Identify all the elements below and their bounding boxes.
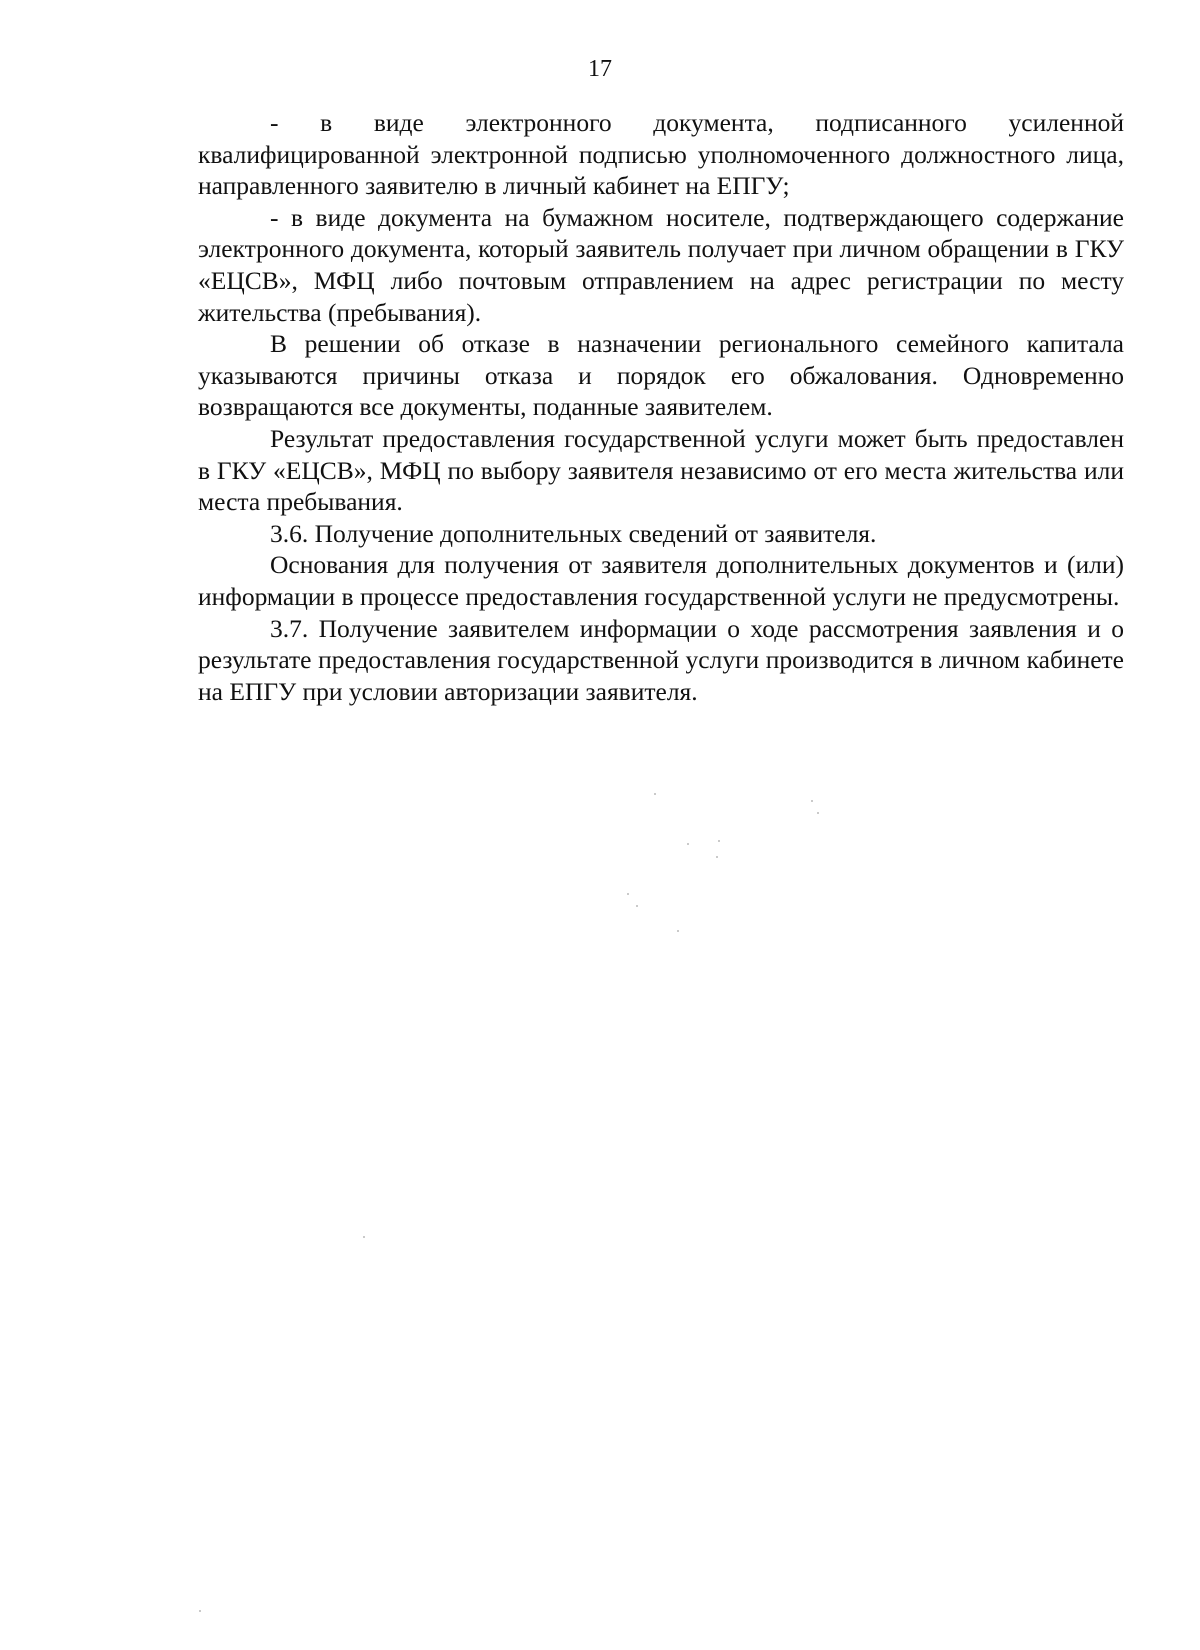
- scan-speck: [654, 793, 656, 795]
- scan-speck: [687, 843, 689, 845]
- scan-speck: [627, 893, 629, 895]
- scan-speck: [199, 1610, 201, 1612]
- document-body: [198, 107, 1124, 707]
- scan-speck: [811, 800, 813, 802]
- paragraph-section-3-6-heading: 3.6. Получение дополнительных сведений от заявителя.: [270, 518, 877, 548]
- paragraph-section-3-7: 3.7. Получение заявителем информации о ходе рассмотрения заявления и о результате предоставления государственной услуги производится в личном кабинете на ЕПГУ при условии авторизации заявителя.: [198, 613, 1124, 706]
- paragraph-result-provision: Результат предоставления государственной услуги может быть предоставлен в ГКУ «ЕЦСВ», МФЦ по выбору заявителя независимо от его места жительства или места пребывания.: [198, 423, 1124, 517]
- paragraph-refusal-decision: В решении об отказе в назначении регионального семейного капитала указываются причины отказа и порядок его обжалования. Одновременно возвращаются все документы, поданные заявителем.: [198, 329, 1124, 422]
- scan-speck: [636, 905, 638, 907]
- paragraph-additional-documents: Основания для получения от заявителя дополнительных документов и (или) информации в процессе предоставления государственной услуги не предусмотрены.: [198, 550, 1124, 611]
- page-number: 17: [588, 56, 612, 82]
- scan-speck: [363, 1236, 365, 1238]
- scan-speck: [817, 812, 819, 814]
- paragraph-paper-document: - в виде документа на бумажном носителе, подтверждающего содержание электронного документа, который заявитель получает при личном обращении в ГКУ «ЕЦСВ», МФЦ либо почтовым отправлением на адрес регистрации по месту жительства (пребывания).: [198, 202, 1124, 327]
- scan-speck: [716, 856, 718, 858]
- paragraph-electronic-document: - в виде электронного документа, подписанного усиленной квалифицированной электронной подписью уполномоченного должностного лица, направленного заявителю в личный кабинет на ЕПГУ;: [198, 108, 1124, 201]
- scan-speck: [718, 840, 720, 842]
- scan-speck: [677, 930, 679, 932]
